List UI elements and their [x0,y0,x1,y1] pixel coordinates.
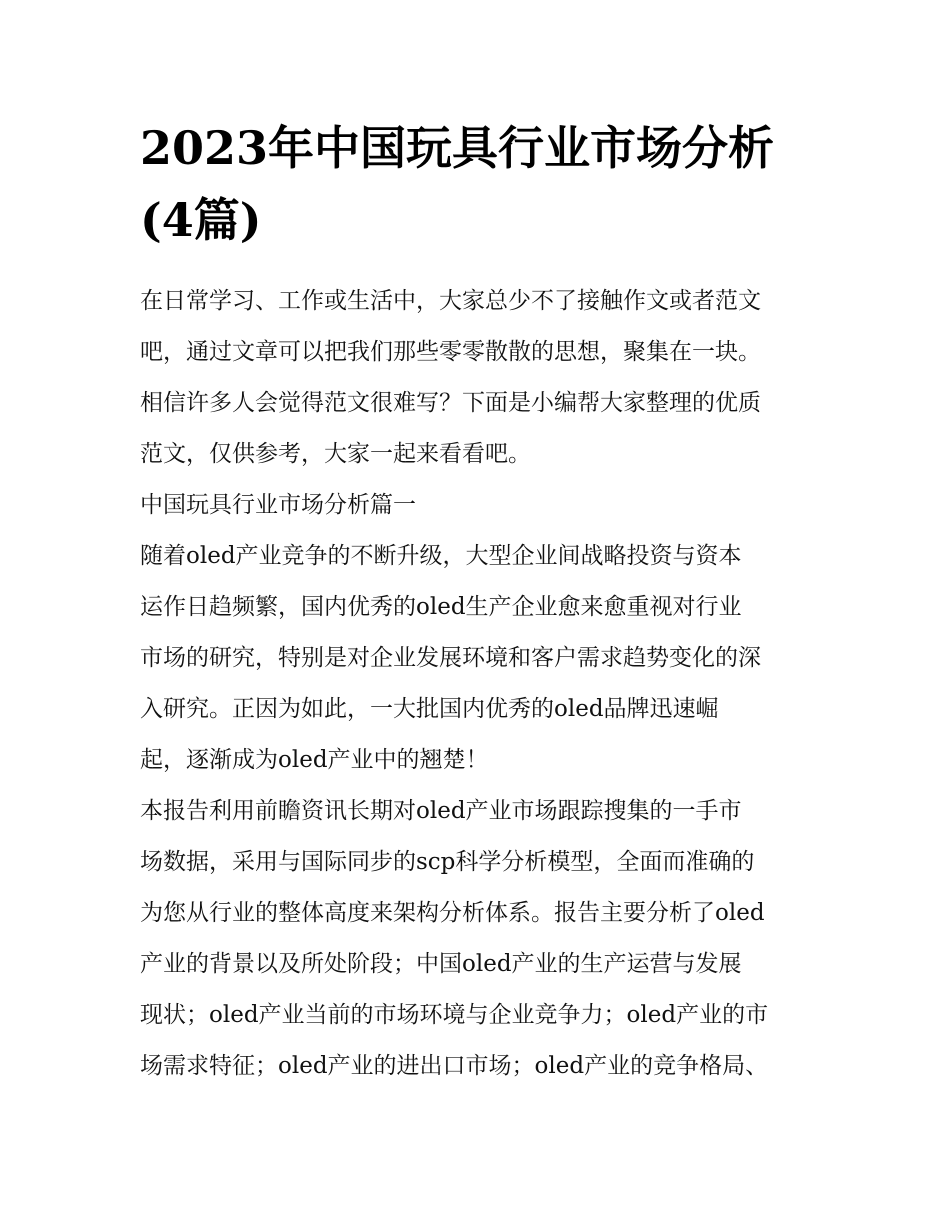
body-line: 场需求特征；oled产业的进出口市场；oled产业的竞争格局、 [140,1053,769,1079]
body-line: 为您从行业的整体高度来架构分析体系。报告主要分析了oled [140,900,765,926]
document-title [140,112,820,256]
body-line: 现状；oled产业当前的市场环境与企业竞争力；oled产业的市 [140,1002,769,1028]
body-line: 范文，仅供参考，大家一起来看看吧。 [140,441,531,467]
body-line: 市场的研究，特别是对企业发展环境和客户需求趋势变化的深 [140,645,761,671]
section-heading: 中国玩具行业市场分析篇一 [140,492,416,518]
body-line: 在日常学习、工作或生活中，大家总少不了接触作文或者范文 [140,288,761,314]
body-line: 场数据，采用与国际同步的scp科学分析模型，全面而准确的 [140,849,755,875]
title-line-2: (4篇) [140,193,262,247]
body-line: 入研究。正因为如此，一大批国内优秀的oled品牌迅速崛 [140,696,719,722]
body-line: 本报告利用前瞻资讯长期对oled产业市场跟踪搜集的一手市 [140,798,742,824]
title-line-1: 2023年中国玩具行业市场分析 [140,121,775,175]
body-line: 运作日趋频繁，国内优秀的oled生产企业愈来愈重视对行业 [140,594,742,620]
body-line: 起，逐渐成为oled产业中的翘楚！ [140,747,489,773]
body-line: 随着oled产业竞争的不断升级，大型企业间战略投资与资本 [140,543,742,569]
body-line: 吧，通过文章可以把我们那些零零散散的思想，聚集在一块。 [140,339,761,365]
body-line: 相信许多人会觉得范文很难写？下面是小编帮大家整理的优质 [140,390,761,416]
document-body [140,276,820,1092]
body-line: 产业的背景以及所处阶段；中国oled产业的生产运营与发展 [140,951,742,977]
